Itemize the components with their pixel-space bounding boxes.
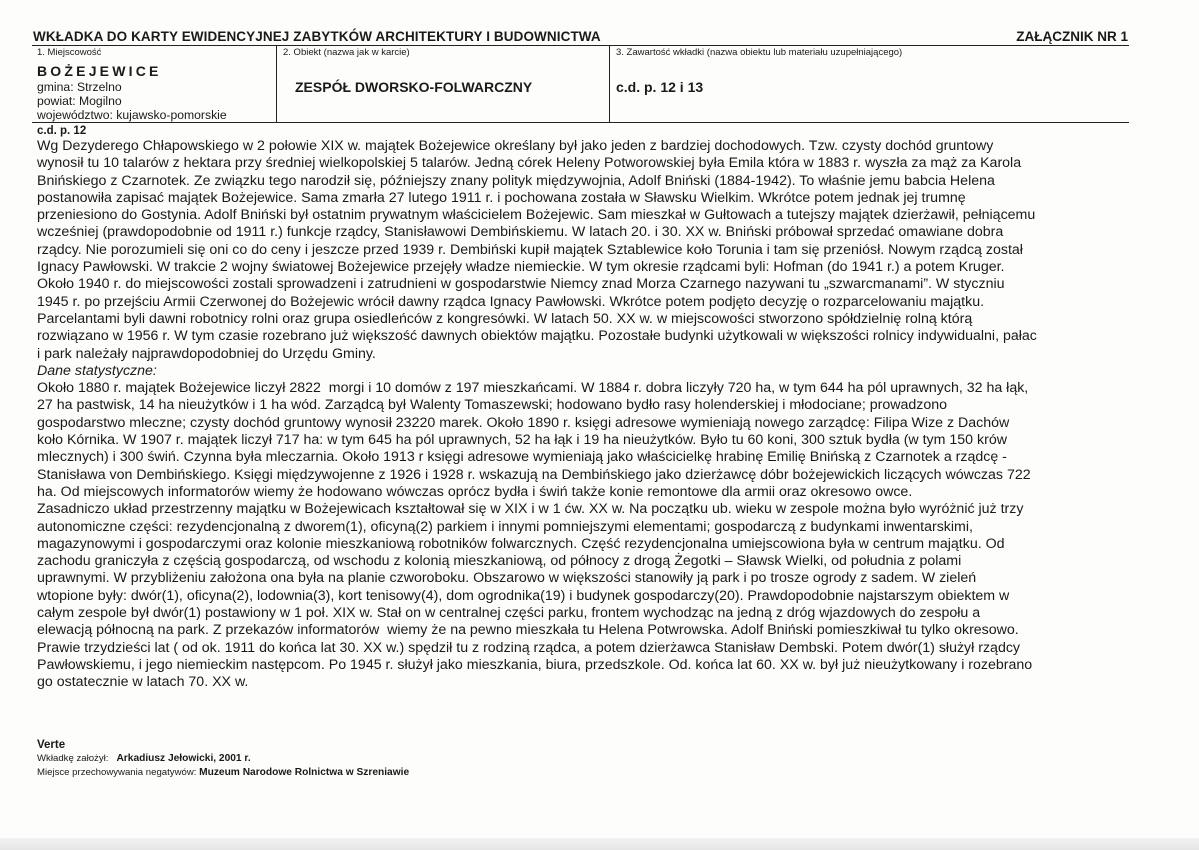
text-line: gospodarstwo mleczne; czysty dochód gruntowy wynosił 23220 marek. Około 1890 r. księgi adresowe wymieniają nowego zarządcę: Filipa Wize z Dachów bbox=[37, 414, 1010, 431]
powiat-line: powiat: Mogilno bbox=[37, 94, 122, 108]
history-paragraph bbox=[37, 138, 1137, 363]
annex-number: ZAŁĄCZNIK NR 1 bbox=[1016, 29, 1128, 44]
text-line: Pawłowskiemu, i jego niemieckim następcom. Po 1945 r. służył jako mieszkania, biura, przedszkole. Od. końca lat 60. XX w. był już nieużytkowany i rozebrano bbox=[37, 656, 1033, 673]
contents-label: 3. Zawartość wkładki (nazwa obiektu lub materiału uzupełniającego) bbox=[616, 47, 903, 58]
object-name: ZESPÓŁ DWORSKO-FOLWARCZNY bbox=[295, 79, 533, 95]
text-line: Wg Dezyderego Chłapowskiego w 2 połowie XIX w. majątek Bożejewice określany był jako jeden z bardziej dochodowych. Tzw. czysty dochód gruntowy bbox=[37, 138, 994, 154]
sheet-footer bbox=[37, 738, 937, 780]
author-line bbox=[37, 752, 937, 766]
text-line: wtopione były: dwór(1), oficyna(2), lodownia(3), kort tenisowy(4), dom ogrodnika(19) i budynek gospodarczy(20). Prawdopodobnie najstarszym obiektem w bbox=[37, 587, 1010, 604]
object-label: 2. Obiekt (nazwa jak w karcie) bbox=[283, 47, 410, 58]
voivodeship-line: województwo: kujawsko-pomorskie bbox=[37, 108, 227, 122]
text-line: elewacją północną na park. Z przekazów informatorów wiemy że na pewno mieszkała tu Helena Potwrowska. Adolf Bniński pomieszkiwał tu tylko okresowo. bbox=[37, 622, 1019, 639]
text-line: rozwiązano w 1956 r. W tym czasie rozebrano już większość dawnych obiektów majątku. Pozostałe budynki użytkowali w większości rolnicy indywidualni, pałac bbox=[37, 328, 1037, 345]
text-line: przeniesiono do Gostynia. Adolf Bniński był ostatnim prywatnym właścicielem Bożejewic. Sam mieszkał w Gułtowach a tutejszy majątek dzierżawił, pełniącemu bbox=[37, 207, 1036, 224]
gmina-line: gmina: Strzelno bbox=[37, 80, 122, 94]
text-line: Stanisława von Dembińskiego. Księgi międzywojenne z 1926 i 1928 r. wskazują na Dembińskiego jako dzierżawcę dóbr bożejewickich liczących wówczas 722 bbox=[37, 466, 1031, 483]
text-line: koło Kórnika. W 1907 r. majątek liczył 717 ha: w tym 645 ha pól uprawnych, 52 ha łąk i 19 ha nieużytków. Było tu 60 koni, 300 sztuk bydła (w tym 150 krów bbox=[37, 432, 1007, 449]
author-label: Wkładkę założył: bbox=[37, 753, 109, 764]
storage-label: Miejsce przechowywania negatywów: bbox=[37, 767, 197, 778]
text-line: ha. Od miejscowych informatorów wiemy że hodowano wówczas oprócz bydła i świń także konie remontowe dla armii oraz okresowo owce. bbox=[37, 483, 913, 500]
text-line: Bnińskiego z Czarnotek. Ze związku tego narodził się, późniejszy znany polityk międzywojnia, Adolf Bniński (1884-1942). To właśnie jemu babcia Helena bbox=[37, 172, 995, 189]
text-line: i park należały najprawdopodobniej do Urzędu Gminy. bbox=[37, 345, 376, 362]
place-name: BOŻEJEWICE bbox=[37, 63, 162, 79]
text-line: Około 1880 r. majątek Bożejewice liczył 2822 morgi i 10 domów z 197 mieszkańcami. W 1884 r. dobra liczyły 720 ha, w tym 644 ha pól uprawnych, 32 ha łąk, bbox=[37, 380, 1029, 397]
text-line: Ignacy Pawłowski. W trakcie 2 wojny światowej Bożejewice przejęły władze niemieckie. W tym okresie rządcami byli: Hofman (do 1941 r.) a potem Kruger. bbox=[37, 259, 1005, 276]
contents-cell bbox=[609, 46, 1130, 122]
text-line: wynosił tu 10 talarów z hektara przy średniej wielkopolskiej 5 talarów. Jedną córek Heleny Potworowskiej była Emila która w 1883 r. wyszła za mąż za Karola bbox=[37, 155, 1022, 172]
text-line: postanowiła zapisać majątek Bożejewice. Sama zmarła 27 lutego 1911 r. i pochowana została w Sławsku Wielkim. Wkrótce potem jednak jej trumnę bbox=[37, 189, 966, 206]
text-line: wcześniej (prawdopodobnie od 1911 r.) funkcje rządcy, Stanisławowi Dembińskiemu. W latach 20. i 30. XX w. Bniński próbował sprzedać omawiane dobra bbox=[37, 224, 1004, 241]
stats-paragraph bbox=[37, 380, 1137, 501]
paper-edge bbox=[0, 838, 1199, 850]
text-line: rządcy. Nie porozumieli się oni co do ceny i jeszcze przed 1939 r. Dembiński kupił majątek Sztablewice koło Torunia i tam się przeniósł. Nowym rządcą został bbox=[37, 241, 1023, 258]
text-line: całym zespole był dwór(1) postawiony w 1 poł. XIX w. Stał on w centralnej części parku, frontem wychodząc na jedną z dróg wjazdowych do zespołu a bbox=[37, 605, 981, 622]
text-line: autonomiczne części: rezydencjonalną z dworem(1), oficyną(2) parkiem i innymi pomniejszymi elementami; gospodarczą z budynkami inwentarskimi, bbox=[37, 518, 973, 535]
identification-grid bbox=[32, 45, 1129, 123]
storage-line bbox=[37, 766, 937, 780]
verte-note: Verte bbox=[37, 739, 66, 751]
text-line: Zasadniczo układ przestrzenny majątku w Bożejewicach kształtował się w XIX i w 1 ćw. XX w. Na początku ub. wieku w zespole można było wyróżnić już trzy bbox=[37, 501, 1024, 518]
description-body bbox=[37, 124, 1137, 692]
text-line: Parcelantami byli dawni robotnicy rolni oraz grupa osiedleńców z kongresówki. W latach 50. XX w. w miejscowości stworzono spółdzielnię rolną którą bbox=[37, 310, 973, 327]
text-line: mlecznych) i 300 świń. Czynna była mleczarnia. Około 1913 r księgi adresowe wymieniają jako właścicielkę hrabinę Emilię Bnińską z Czarnotek a rządcę - bbox=[37, 449, 1007, 466]
contents-value: c.d. p. 12 i 13 bbox=[616, 79, 704, 95]
text-line: Około 1940 r. do miejscowości zostali sprowadzeni i zatrudnieni w gospodarstwie Niemcy znad Morza Czarnego nazywani tu „szwarcmanami”. W styczniu bbox=[37, 276, 1005, 293]
layout-paragraph bbox=[37, 501, 1137, 691]
text-line: magazynowymi i gospodarczymi oraz kolonie mieszkaniową robotników folwarcznych. Część rezydencjonalna umiejscowiona była w centrum majątku. Od bbox=[37, 535, 1005, 552]
text-line: 1945 r. po przejściu Armii Czerwonej do Bożejewic wrócił dawny rządca Ignacy Pawłowski. Wkrótce potem podjęto decyzję o rozparcelowaniu majątku. bbox=[37, 293, 985, 310]
stats-heading: Dane statystyczne: bbox=[37, 362, 157, 379]
section-label: c.d. p. 12 bbox=[37, 125, 87, 137]
text-line: Prawie trzydzieści lat ( od ok. 1911 do końca lat 30. XX w.) spędził tu z rodziną rządca, a potem dzierżawca Stanisław Dembski. Potem dwór(1) służył rządcy bbox=[37, 639, 1021, 656]
place-cell bbox=[32, 46, 275, 122]
text-line: go ostatecznie w latach 70. XX w. bbox=[37, 674, 249, 691]
text-line: uprawnymi. W przybliżeniu założona ona była na planie czworoboku. Obszarowo w większości stanowiły ją park i po trosze ogrody z sadem. W zieleń bbox=[37, 570, 977, 587]
storage-value: Muzeum Narodowe Rolnictwa w Szreniawie bbox=[199, 767, 410, 778]
sheet-title: WKŁADKA DO KARTY EWIDENCYJNEJ ZABYTKÓW ARCHITEKTURY I BUDOWNICTWA bbox=[33, 29, 601, 44]
author-value: Arkadiusz Jełowicki, 2001 r. bbox=[116, 753, 251, 764]
text-line: 27 ha pastwisk, 14 ha nieużytków i 1 ha wód. Zarządcą był Walenty Tomaszewski; hodowano bydło rasy holenderskiej i młodociane; prowadzono bbox=[37, 397, 948, 414]
place-label: 1. Miejscowość bbox=[37, 47, 102, 58]
object-cell bbox=[276, 46, 609, 122]
text-line: zachodu graniczyła z częścią gospodarczą, od wschodu z kolonią mieszkaniową, od północy z drogą Żegotki – Sławsk Wielki, od południa z polami bbox=[37, 553, 962, 570]
